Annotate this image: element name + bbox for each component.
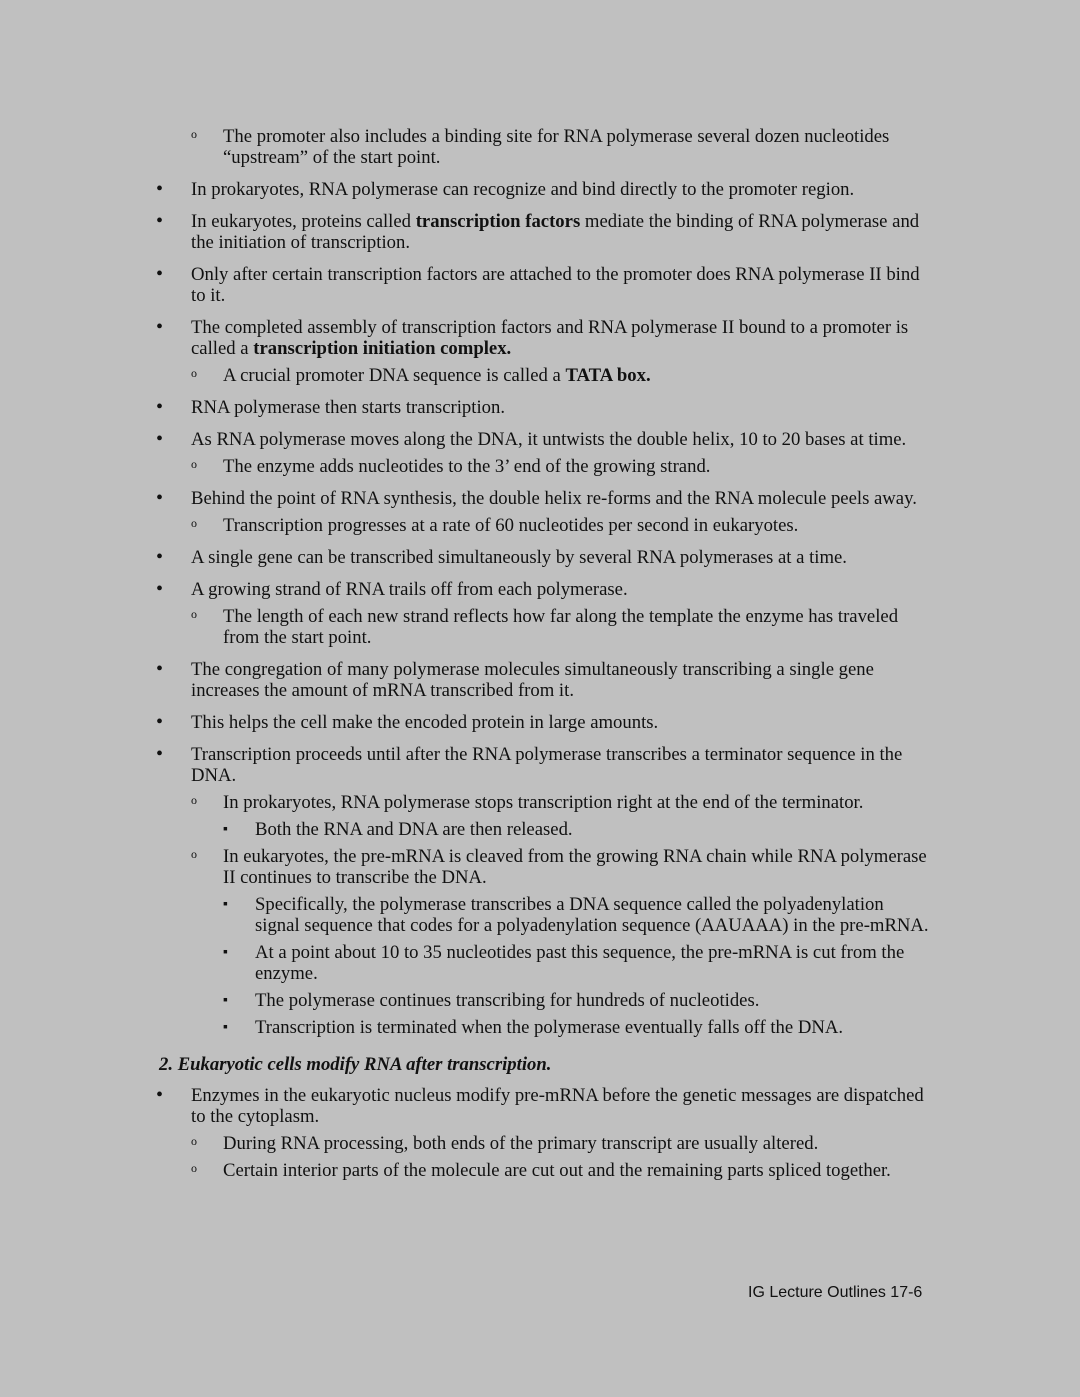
bullet-item: • The congregation of many polymerase molecules simultaneously transcribing a single gene increases the amount of mRNA transcribed from it. — [191, 659, 931, 701]
term-tata-box: TATA box. — [565, 365, 651, 386]
sub-bullet-item: o In prokaryotes, RNA polymerase stops transcription right at the end of the terminator. — [223, 792, 931, 813]
sub-bullet-item: o During RNA processing, both ends of the primary transcript are usually altered. — [223, 1133, 931, 1154]
sub-sub-bullet-item: ▪ At a point about 10 to 35 nucleotides past this sequence, the pre-mRNA is cut from the enzyme. — [255, 942, 931, 984]
term-transcription-factors: transcription factors — [415, 211, 581, 232]
term-initiation-complex: transcription initiation complex. — [253, 338, 512, 359]
sub-sub-bullet-item: ▪ Specifically, the polymerase transcribes a DNA sequence called the polyadenylation signal sequence that codes for a polyadenylation sequence (AAUAAA) in the pre-mRNA. — [255, 894, 931, 936]
bullet-item: • This helps the cell make the encoded protein in large amounts. — [191, 712, 931, 733]
page-footer: IG Lecture Outlines 17-6 — [748, 1284, 923, 1301]
bullet-item: • The completed assembly of transcription factors and RNA polymerase II bound to a promoter is called a transcription initiation complex. — [191, 317, 931, 359]
sub-bullet-item: o The length of each new strand reflects how far along the template the enzyme has traveled from the start point. — [223, 606, 931, 648]
bullet-item: • In prokaryotes, RNA polymerase can recognize and bind directly to the promoter region. — [191, 179, 931, 200]
sub-bullet-item: o Transcription progresses at a rate of 60 nucleotides per second in eukaryotes. — [223, 515, 931, 536]
section-heading: 2. Eukaryotic cells modify RNA after transcription. — [159, 1054, 552, 1075]
bullet-item: • RNA polymerase then starts transcription. — [191, 397, 931, 418]
bullet-item: • Enzymes in the eukaryotic nucleus modify pre-mRNA before the genetic messages are dispatched to the cytoplasm. — [191, 1085, 931, 1127]
lecture-outline-page — [0, 126, 1080, 1181]
sub-sub-bullet-item: ▪ Both the RNA and DNA are then released. — [255, 819, 931, 840]
bullet-item: • A single gene can be transcribed simultaneously by several RNA polymerases at a time. — [191, 547, 931, 568]
sub-bullet-item: o The promoter also includes a binding site for RNA polymerase several dozen nucleotides “upstream” of the start point. — [223, 126, 931, 168]
sub-sub-bullet-item: ▪ The polymerase continues transcribing for hundreds of nucleotides. — [255, 990, 931, 1011]
sub-bullet-item: o A crucial promoter DNA sequence is called a TATA box. — [223, 365, 931, 386]
bullet-item: • Only after certain transcription factors are attached to the promoter does RNA polymerase II bind to it. — [191, 264, 931, 306]
sub-bullet-item: o Certain interior parts of the molecule are cut out and the remaining parts spliced together. — [223, 1160, 931, 1181]
bullet-item: • Transcription proceeds until after the RNA polymerase transcribes a terminator sequence in the DNA. — [191, 744, 931, 786]
bullet-item: • A growing strand of RNA trails off from each polymerase. — [191, 579, 931, 600]
sub-bullet-item: o The enzyme adds nucleotides to the 3’ end of the growing strand. — [223, 456, 931, 477]
sub-bullet-item: o In eukaryotes, the pre-mRNA is cleaved from the growing RNA chain while RNA polymerase II continues to transcribe the DNA. — [223, 846, 931, 888]
bullet-item: • As RNA polymerase moves along the DNA, it untwists the double helix, 10 to 20 bases at time. — [191, 429, 931, 450]
sub-sub-bullet-item: ▪ Transcription is terminated when the polymerase eventually falls off the DNA. — [255, 1017, 931, 1038]
bullet-item: • In eukaryotes, proteins called transcription factors mediate the binding of RNA polymerase and the initiation of transcription. — [191, 211, 931, 253]
bullet-item: • Behind the point of RNA synthesis, the double helix re-forms and the RNA molecule peels away. — [191, 488, 931, 509]
